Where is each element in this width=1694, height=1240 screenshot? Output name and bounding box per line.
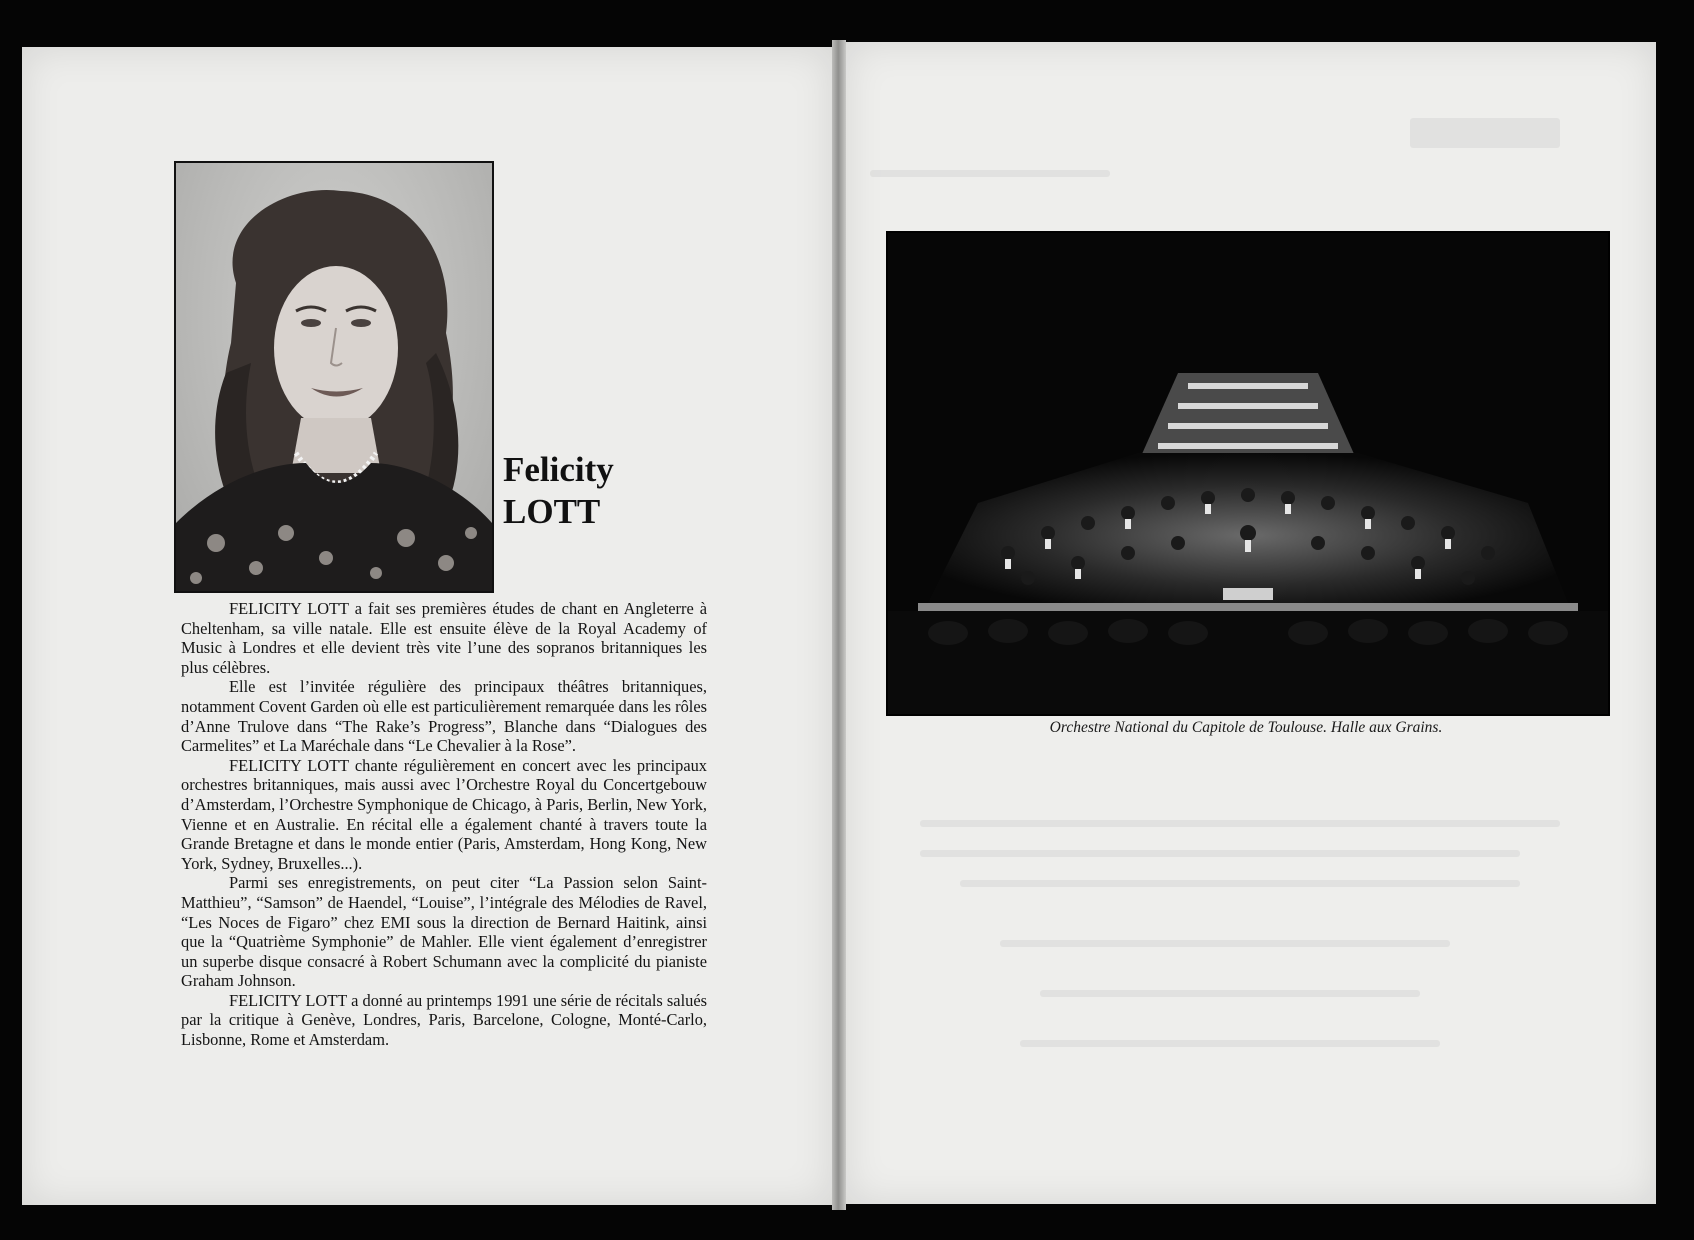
bleed-through-line: [870, 170, 1110, 177]
bleed-through-line: [920, 850, 1520, 857]
orchestra-photo: [886, 231, 1610, 716]
artist-first-name: Felicity: [503, 450, 614, 489]
bleed-through-line: [1000, 940, 1450, 947]
bleed-through-line: [1020, 1040, 1440, 1047]
bleed-through-line: [1040, 990, 1420, 997]
bio-paragraph: FELICITY LOTT a donné au printemps 1991 une série de récitals salués par la critique à Genève, Londres, Paris, Barcelone, Cologne, Monté-Carlo, Lisbonne, Rome et Amsterdam.: [181, 990, 707, 1050]
artist-last-name: LOTT: [503, 492, 601, 531]
photo-caption: Orchestre National du Capitole de Toulouse. Halle aux Grains.: [1049, 719, 1443, 736]
bleed-through-line: [960, 880, 1520, 887]
book-fold: [832, 40, 846, 1210]
bleed-through-block: [1410, 118, 1560, 148]
portrait-photo: [174, 161, 494, 593]
bio-paragraph: Elle est l’invitée régulière des principaux théâtres britanniques, notamment Covent Garden où elle est particulièrement remarquée dans les rôles d’Anne Trulove dans “The Rake’s Progress”, Blanche dans “Dialogues des Carmelites” et La Maréchale dans “Le Chevalier à la Rose”.: [181, 677, 707, 756]
artist-name: [503, 449, 614, 533]
bleed-through-line: [920, 820, 1560, 827]
biography: [181, 599, 707, 1050]
bio-paragraph: Parmi ses enregistrements, on peut citer “La Passion selon Saint-Matthieu”, “Samson” de Haendel, “Louise”, l’intégrale des Mélodies de Ravel, “Les Noces de Figaro” chez EMI sous la direction de Bernard Haitink, ainsi que la “Quatrième Symphonie” de Mahler. Elle vient également d’enregistrer un superbe disque consacré à Robert Schumann avec la complicité du pianiste Graham Johnson.: [181, 873, 707, 991]
bio-paragraph: FELICITY LOTT a fait ses premières études de chant en Angleterre à Cheltenham, sa ville natale. Elle est ensuite élève de la Royal Academy of Music à Londres et elle devient très vite l’une des sopranos britanniques les plus célèbres.: [181, 599, 707, 677]
bio-paragraph: FELICITY LOTT chante régulièrement en concert avec les principaux orchestres britanniques, mais aussi avec l’Orchestre Royal du Concertgebouw d’Amsterdam, l’Orchestre Symphonique de Chicago, à Paris, Berlin, New York, Vienne et en Australie. En récital elle a également chanté à travers toute la Grande Bretagne et dans le monde entier (Paris, Amsterdam, Hong Kong, New York, Sydney, Bruxelles...).: [181, 755, 707, 873]
